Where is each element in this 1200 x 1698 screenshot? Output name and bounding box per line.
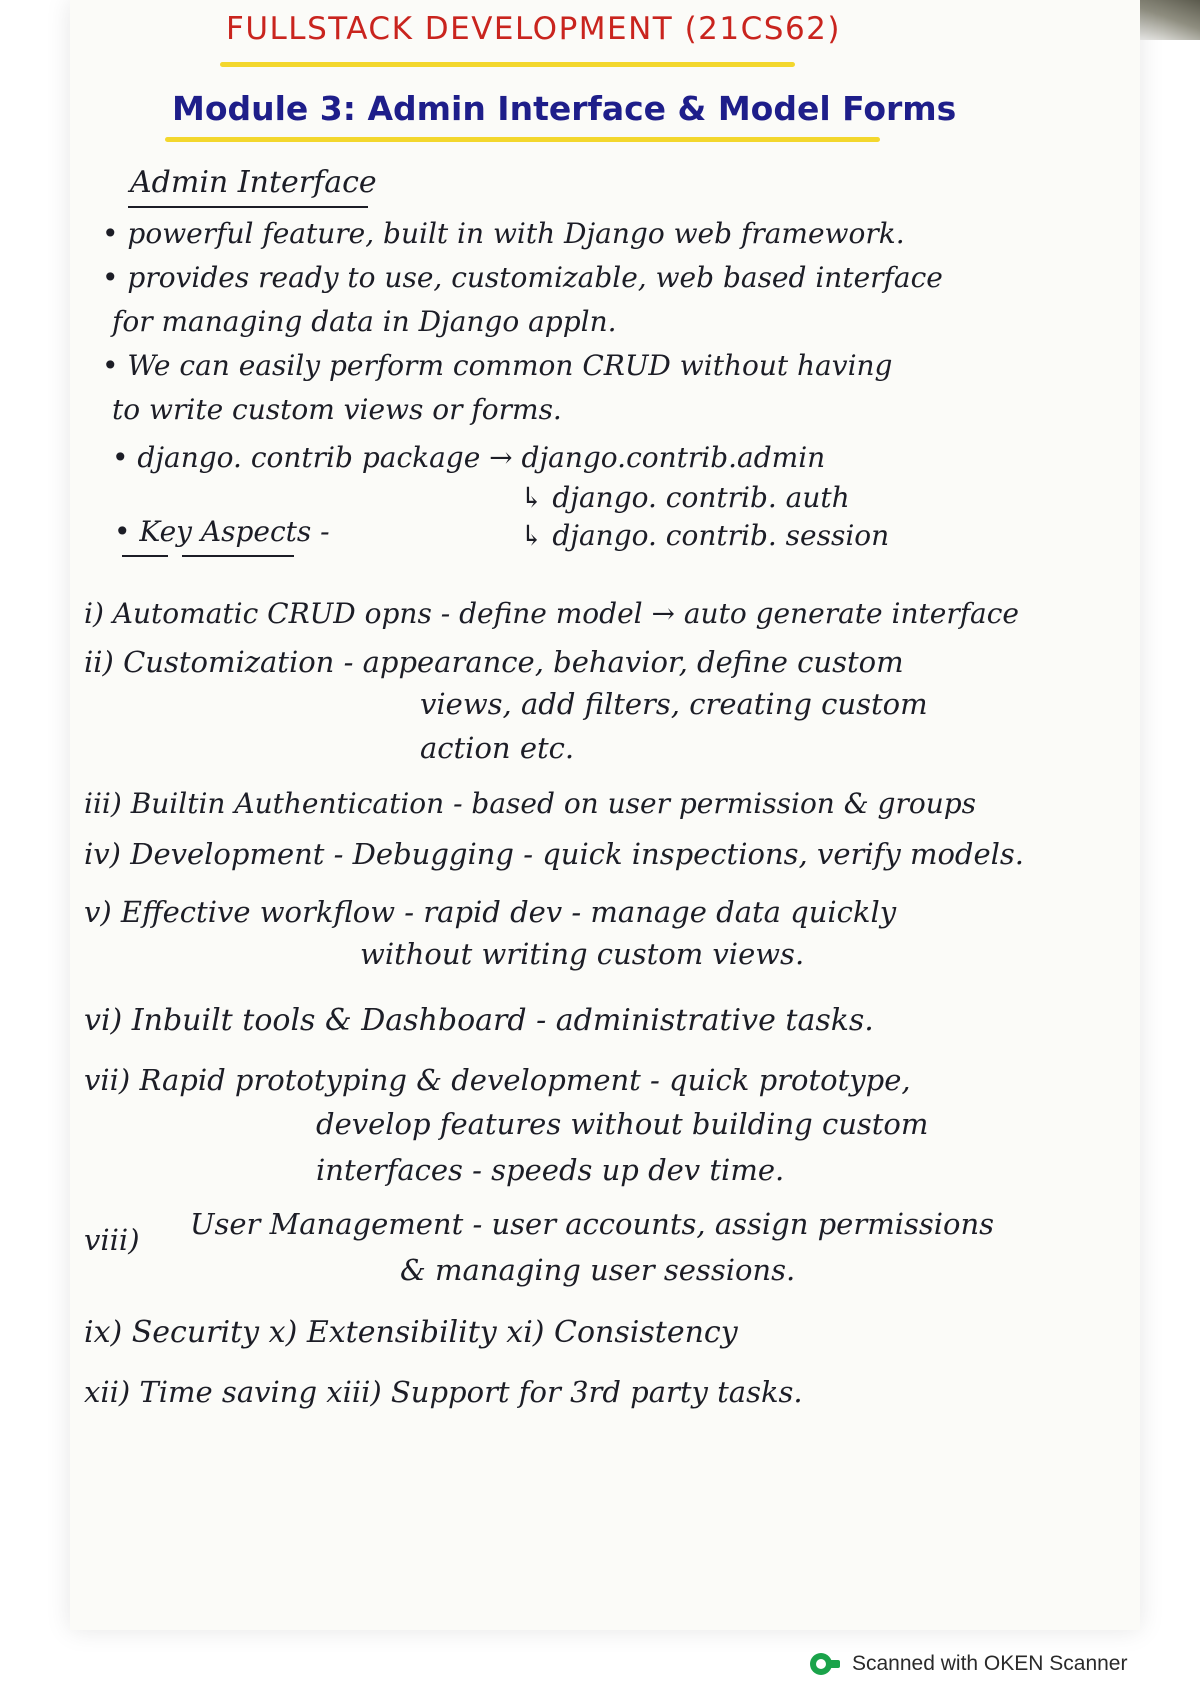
section-heading: Admin Interface (130, 165, 377, 200)
title-highlight (220, 62, 795, 67)
bullet-line-3: for managing data in Django appln. (112, 305, 617, 338)
bullet-line-8: ↳ django. contrib. session (520, 519, 890, 552)
page-title: FULLSTACK DEVELOPMENT (21CS62) (226, 11, 841, 47)
notebook-page (70, 0, 1140, 1630)
bullet-line-5: to write custom views or forms. (112, 393, 562, 426)
subtitle-highlight (165, 137, 880, 142)
aspect-line-7: v) Effective workflow - rapid dev - manage data quickly (84, 895, 897, 929)
aspect-line-2: ii) Customization - appearance, behavior, define custom (84, 645, 904, 679)
section-heading-underline (128, 206, 368, 208)
aspect-line-1: i) Automatic CRUD opns - define model → auto generate interface (84, 597, 1020, 630)
aspect-line-3: views, add filters, creating custom (420, 687, 928, 721)
bullet-line-2: • provides ready to use, customizable, web based interface (102, 261, 943, 294)
aspect-line-14: & managing user sessions. (400, 1253, 796, 1287)
aspect-line-13-label: viii) (84, 1223, 140, 1257)
scanner-watermark (808, 1651, 1127, 1677)
module-subtitle: Module 3: Admin Interface & Model Forms (172, 89, 957, 128)
aspect-line-9: vi) Inbuilt tools & Dashboard - administrative tasks. (84, 1003, 874, 1038)
bullet-line-4: • We can easily perform common CRUD without having (102, 349, 893, 382)
bullet-line-6: • django. contrib package → django.contrib.admin (112, 441, 826, 474)
aspect-line-16: xii) Time saving xiii) Support for 3rd party tasks. (84, 1375, 803, 1409)
aspect-line-4: action etc. (420, 731, 575, 765)
bullet-line-1: • powerful feature, built in with Django web framework. (102, 217, 905, 250)
key-aspects-label: • Key Aspects - (114, 515, 330, 548)
aspect-line-11: develop features without building custom (316, 1107, 929, 1141)
key-underline (122, 555, 168, 557)
aspect-line-12: interfaces - speeds up dev time. (316, 1153, 785, 1187)
aspect-line-6: iv) Development - Debugging - quick inspections, verify models. (84, 837, 1025, 871)
aspect-line-8: without writing custom views. (360, 937, 805, 971)
oken-scanner-logo-icon (808, 1651, 842, 1677)
aspects-underline (182, 555, 294, 557)
aspect-line-5: iii) Builtin Authentication - based on user permission & groups (84, 787, 977, 820)
bullet-line-7: ↳ django. contrib. auth (520, 481, 850, 514)
scanner-watermark-text: Scanned with OKEN Scanner (852, 1652, 1128, 1675)
aspect-line-13: User Management - user accounts, assign permissions (190, 1207, 995, 1241)
aspect-line-10: vii) Rapid prototyping & development - quick prototype, (84, 1063, 911, 1097)
aspect-line-15: ix) Security x) Extensibility xi) Consistency (84, 1315, 738, 1350)
